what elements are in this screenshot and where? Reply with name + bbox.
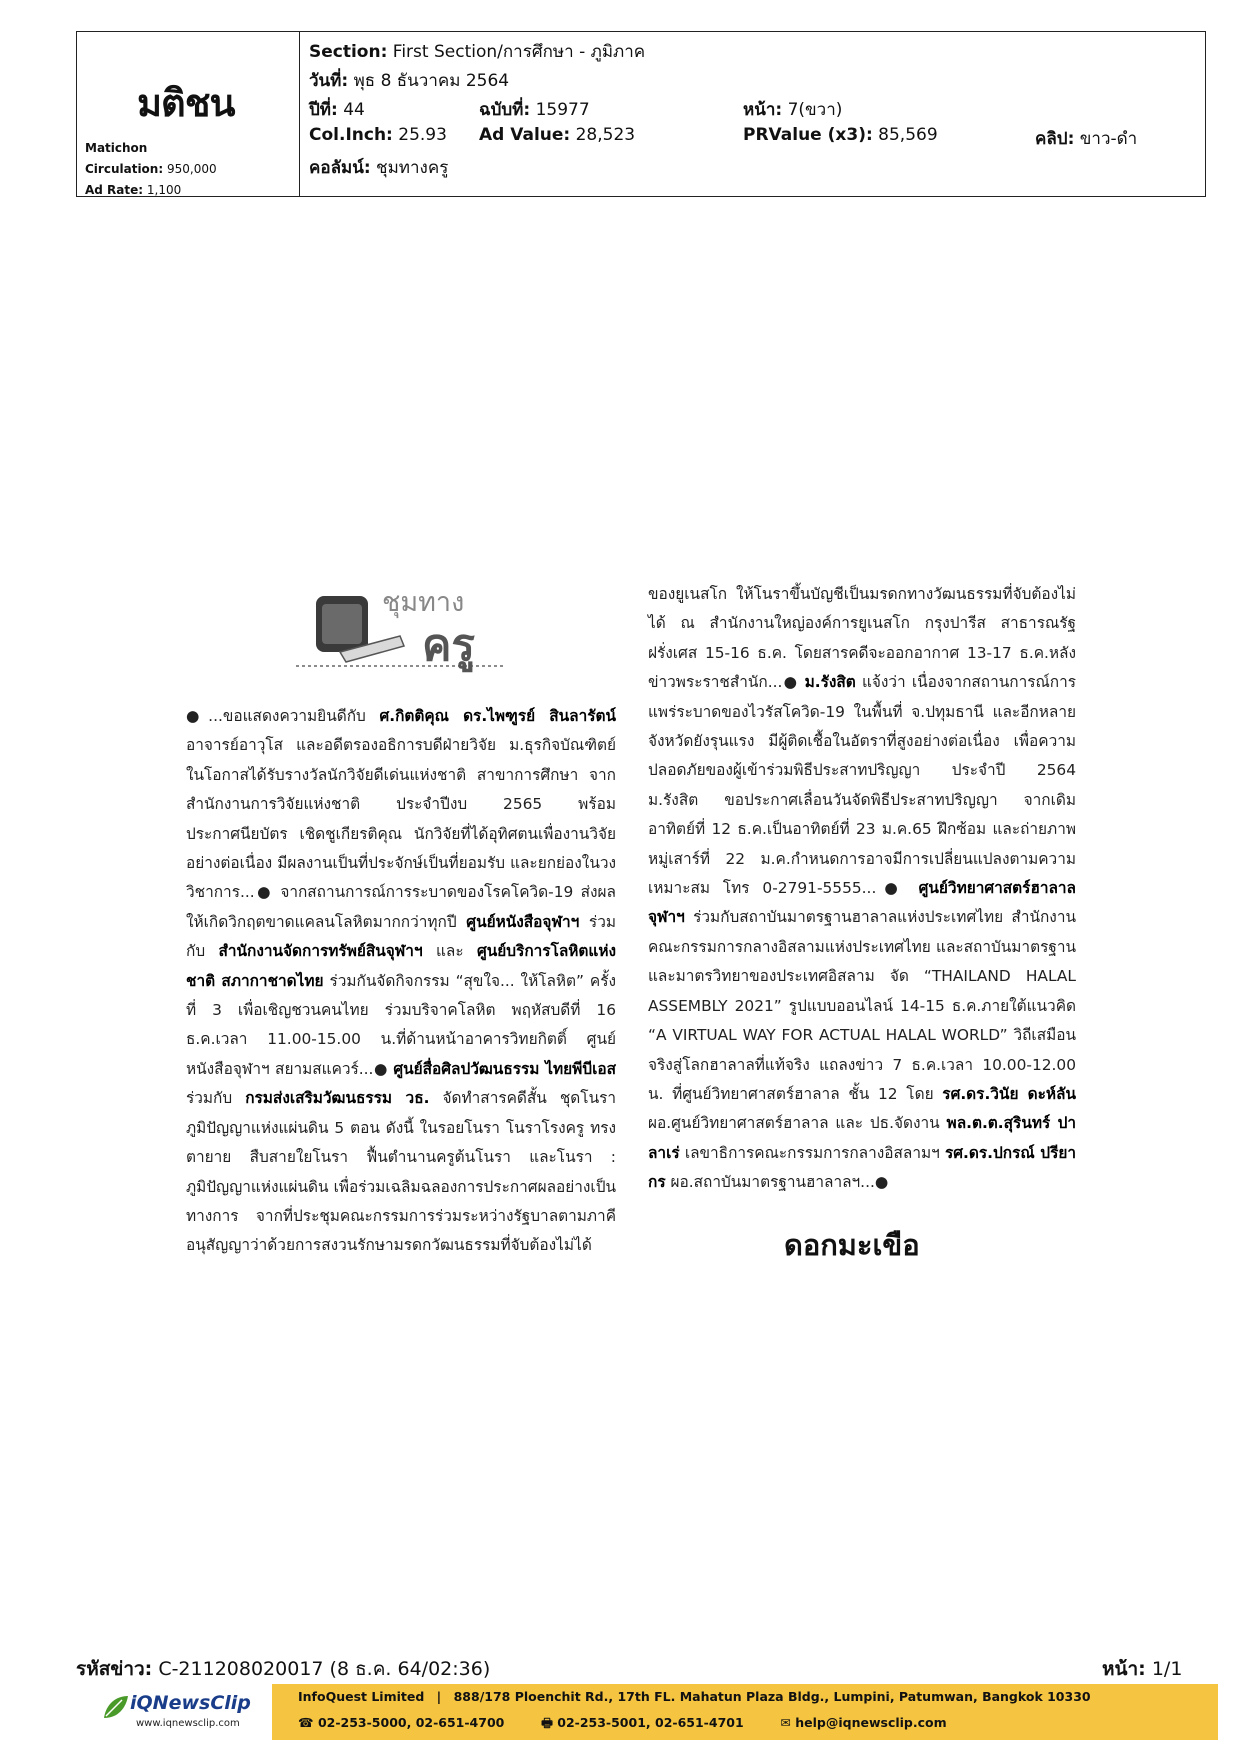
article-highlight: ศูนย์วิทยาศาสตร์ฮาลาล จุฬาฯ xyxy=(648,879,1076,927)
company-address: 888/178 Ploenchit Rd., 17th FL. Mahatun Plaza Bldg., Lumpini, Patumwan, Bangkok 10330 xyxy=(453,1689,1091,1704)
article-text: และ xyxy=(422,942,477,961)
article-text: จัดทำสารคดีสั้น ชุดโนราภูมิปัญญาแห่งแผ่นดิน 5 ตอน ดังนี้ ในรอยโนรา โนราโรงครู ทรงตายาย สืบสายใยโนรา ฟื้นตำนานครูต้นโนรา และโนรา : ภูมิปัญญาแห่งแผ่นดิน เพื่อร่วมเฉลิมฉลองการประกาศผลอย่างเป็นทางการ จากที่ประชุมคณะกรรมการร่วมระหว่างรัฐบาลตามภาคีอนุสัญญาว่าด้วยการสงวนรักษามรดกวัฒนธรรมที่จับต้องไม่ได้ xyxy=(186,1089,616,1255)
ad-rate-value: 1,100 xyxy=(146,183,182,197)
issue-label: ฉบับที่: xyxy=(479,100,531,120)
article-column-2 xyxy=(648,580,1076,1198)
article-signoff: ดอกมะเขือ xyxy=(784,1228,920,1262)
article-text: อาจารย์อาวุโส และอดีตรองอธิการบดีฝ่ายวิจัย ม.ธุรกิจบัณฑิตย์ ในโอกาสได้รับรางวัลนักวิจัยดีเด่นแห่งชาติ สาขาการศึกษา จาก สำนักงานการวิจัยแห่งชาติ ประจำปีงบ 2565 พร้อมประกาศนียบัตร เชิดชูเกียรติคุณ นักวิจัยที่ได้อุทิศตนเพื่องานวิจัยอย่างต่อเนื่อง มีผลงานเป็นที่ประจักษ์เป็นที่ยอมรับ และยกย่องในวงวิชาการ...● จากสถานการณ์การระบาดของโรคโควิด-19 ส่งผลให้เกิดวิกฤตขาดแคลนโลหิตมากกว่าทุกปี xyxy=(186,736,616,931)
advalue-value: 28,523 xyxy=(575,125,636,145)
article-text: ร่วมกับ xyxy=(186,1089,246,1108)
article-text: ผอ.ศูนย์วิทยาศาสตร์ฮาลาล และ ปธ.จัดงาน xyxy=(648,1114,947,1133)
contact-info-line xyxy=(298,1714,947,1735)
prvalue-label: PRValue (x3): xyxy=(743,125,873,145)
news-code-value: C-211208020017 (8 ธ.ค. 64/02:36) xyxy=(158,1658,491,1680)
publication-meta xyxy=(85,138,217,201)
section-value: First Section/การศึกษา - ภูมิภาค xyxy=(392,42,646,62)
publication-name: Matichon xyxy=(85,141,148,155)
article-highlight: ศูนย์บริการโลหิตแห่งชาติ สภากาชาดไทย xyxy=(186,942,616,990)
matichon-logo: มติชน xyxy=(137,81,235,125)
section-label: Section: xyxy=(309,42,388,62)
email-address: help@iqnewsclip.com xyxy=(795,1715,947,1730)
ad-rate-label: Ad Rate: xyxy=(85,183,144,197)
article-highlight: ศูนย์สื่อศิลปวัฒนธรรม ไทยพีบีเอส xyxy=(393,1059,616,1078)
column-logo-top: ชุมทาง xyxy=(382,587,465,618)
news-code xyxy=(76,1654,490,1684)
issue-value: 15977 xyxy=(535,100,590,120)
phone-numbers: 02-253-5000, 02-651-4700 xyxy=(317,1715,505,1730)
clip-value: ขาว-ดำ xyxy=(1079,129,1138,149)
column-logo-main: ครู xyxy=(422,620,476,671)
colinch-value: 25.93 xyxy=(398,125,447,145)
news-code-label: รหัสข่าว: xyxy=(76,1658,153,1680)
fax-numbers: 02-253-5001, 02-651-4701 xyxy=(557,1715,744,1730)
contact-company-line: InfoQuest Limited | 888/178 Ploenchit Rd., 17th FL. Mahatun Plaza Bldg., Lumpini, Patumwan, Bangkok 10330 xyxy=(298,1689,1091,1704)
article-text: เลขาธิการคณะกรรมการกลางอิสลามฯ xyxy=(679,1143,945,1162)
date-value: พุธ 8 ธันวาคม 2564 xyxy=(353,71,510,91)
column-label: คอลัมน์: xyxy=(309,158,371,178)
leaf-icon xyxy=(100,1692,130,1722)
article-highlight: ศูนย์หนังสือจุฬาฯ xyxy=(466,912,580,931)
article-highlight: รศ.ดร.ปกรณ์ ปรียากร xyxy=(648,1143,1077,1192)
clip-label: คลิป: xyxy=(1035,129,1075,149)
article-highlight: ศ.กิตติคุณ ดร.ไพฑูรย์ สินลารัตน์ xyxy=(379,707,616,725)
article-text: ผอ.สถาบันมาตรฐานฮาลาลฯ...● xyxy=(665,1173,889,1192)
contact-bar xyxy=(272,1684,1218,1740)
date-label: วันที่: xyxy=(309,71,349,91)
footer-page-label: หน้า: xyxy=(1102,1658,1146,1680)
article-column-1 xyxy=(186,702,616,1261)
article-highlight: กรมส่งเสริมวัฒนธรรม วธ. xyxy=(245,1089,430,1108)
company-name: InfoQuest Limited xyxy=(298,1689,425,1704)
footer-page xyxy=(1102,1654,1182,1684)
footer-page-value: 1/1 xyxy=(1151,1658,1183,1680)
brand-name: iQNewsClip xyxy=(130,1692,251,1714)
email-icon: ✉ xyxy=(780,1715,791,1730)
clipping-header xyxy=(76,31,1206,197)
prvalue-value: 85,569 xyxy=(878,125,938,145)
iqnewsclip-logo xyxy=(100,1684,260,1740)
fax-icon: 🖶 xyxy=(541,1715,553,1730)
page-value: 7(ขวา) xyxy=(787,100,843,120)
column-logo xyxy=(296,582,516,674)
article-text: ของยูเนสโก ให้โนราขึ้นบัญชีเป็นมรดกทางวัฒนธรรมที่จับต้องไม่ได้ ณ สำนักงานใหญ่องค์การยูเนสโก กรุงปารีส สาธารณรัฐฝรั่งเศส 15-16 ธ.ค. โดยสารคดีจะออกอากาศ 13-17 ธ.ค.หลังข่าวพระราชสำนัก...● xyxy=(648,585,1076,692)
article-highlight: สำนักงานจัดการทรัพย์สินจุฬาฯ xyxy=(218,942,423,961)
colinch-label: Col.Inch: xyxy=(309,125,393,145)
circulation-value: 950,000 xyxy=(166,162,217,176)
year-label: ปีที่: xyxy=(309,100,338,120)
publication-panel xyxy=(77,32,300,196)
circulation-label: Circulation: xyxy=(85,162,164,176)
advalue-label: Ad Value: xyxy=(479,125,571,145)
article-text: แจ้งว่า เนื่องจากสถานการณ์การแพร่ระบาดของไวรัสโควิด-19 ในพื้นที่ จ.ปทุมธานี และอีกหลายจังหวัดยังรุนแรง มีผู้ติดเชื้อในอัตราที่สูงอย่างต่อเนื่อง เพื่อความปลอดภัยของผู้เข้าร่วมพิธีประสาทปริญญา ประจำปี 2564 ม.รังสิต ขอประกาศเลื่อนวันจัดพิธีประสาทปริญญา จากเดิมอาทิตย์ที่ 12 ธ.ค.เป็นอาทิตย์ที่ 23 ม.ค.65 ฝึกซ้อม และถ่ายภาพหมู่เสาร์ที่ 22 ม.ค.กำหนดการอาจมีการเปลี่ยนแปลงตามความเหมาะสม โทร 0-2791-5555...● xyxy=(648,673,1076,898)
column-value: ชุมทางครู xyxy=(376,158,449,178)
article-highlight: พล.ต.ต.สุรินทร์ ปาลาเร่ xyxy=(648,1114,1077,1162)
article-text: ร่วมกับสถาบันมาตรฐานฮาลาลแห่งประเทศไทย สำนักงานคณะกรรมการกลางอิสลามแห่งประเทศไทย และสถาบันมาตรฐานและมาตรวิทยาของประเทศอิสลาม จัด “THAILAND HALAL ASSEMBLY 2021” รูปแบบออนไลน์ 14-15 ธ.ค.ภายใต้แนวคิด “A VIRTUAL WAY FOR ACTUAL HALAL WORLD” วิถีเสมือนจริงสู่โลกฮาลาลที่แท้จริง แถลงข่าว 7 ธ.ค.เวลา 10.00-12.00 น. ที่ศูนย์วิทยาศาสตร์ฮาลาล ชั้น 12 โดย xyxy=(648,908,1076,1103)
article-text: ร่วมกับ xyxy=(186,912,616,961)
article-highlight: รศ.ดร.วินัย ดะห์ลัน xyxy=(942,1084,1077,1103)
article-text: ●...ขอแสดงความยินดีกับ xyxy=(186,707,380,725)
year-value: 44 xyxy=(343,100,365,120)
page-label: หน้า: xyxy=(743,100,783,120)
brand-url: www.iqnewsclip.com xyxy=(136,1718,240,1729)
article-highlight: ม.รังสิต xyxy=(804,673,856,692)
phone-icon: ☎ xyxy=(298,1715,314,1730)
article-text: ร่วมกันจัดกิจกรรม “สุขใจ... ให้โลหิต” ครั้งที่ 3 เพื่อเชิญชวนคนไทย ร่วมบริจาคโลหิต พฤหัสบดีที่ 16 ธ.ค.เวลา 11.00-15.00 น.ที่ด้านหน้าอาคารวิทยกิตติ์ ศูนย์หนังสือจุฬาฯ สยามสแควร์...● xyxy=(186,971,616,1078)
